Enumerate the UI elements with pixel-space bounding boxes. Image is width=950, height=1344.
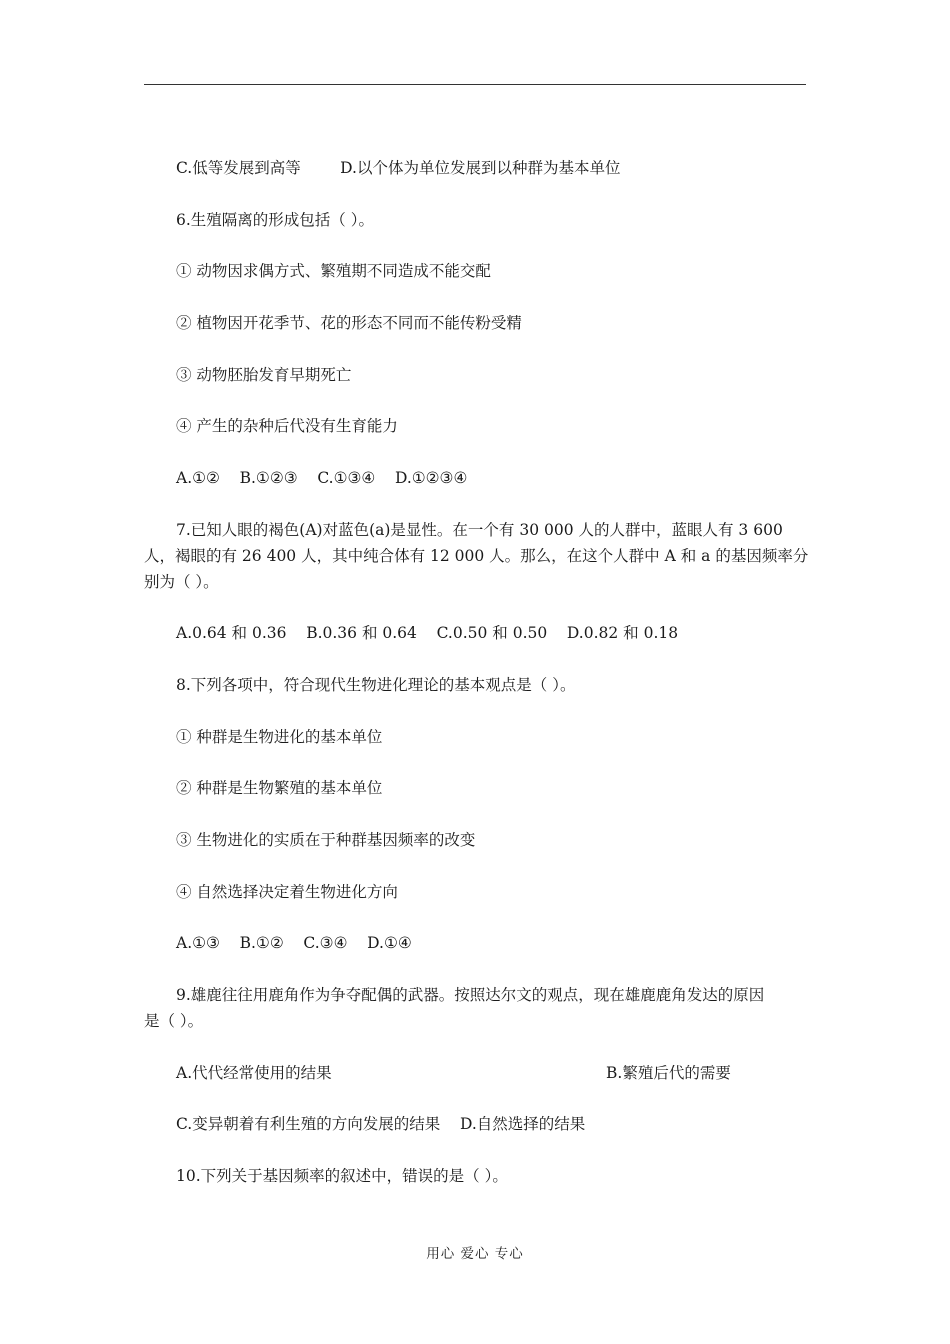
q8-item-2: ② 种群是生物繁殖的基本单位: [176, 779, 383, 797]
q9-stem-line2: 是（ ）。: [144, 1012, 204, 1030]
q6-item-4: ④ 产生的杂种后代没有生育能力: [176, 417, 398, 435]
q9-option-a: A.代代经常使用的结果: [176, 1064, 332, 1082]
header-rule: [144, 84, 806, 85]
q9-option-b: B.繁殖后代的需要: [606, 1064, 731, 1082]
q6-item-3: ③ 动物胚胎发育早期死亡: [176, 366, 352, 384]
page-footer: 用心 爱心 专心: [426, 1246, 524, 1262]
q7-stem-line2: 人，褐眼的有 26 400 人，其中纯合体有 12 000 人。那么，在这个人群中 A 和 a 的基因频率分: [144, 547, 809, 565]
q6-item-2: ② 植物因开花季节、花的形态不同而不能传粉受精: [176, 314, 522, 332]
q7-stem-line1: 7.已知人眼的褐色(A)对蓝色(a)是显性。在一个有 30 000 人的人群中，蓝眼人有 3 600: [176, 521, 783, 539]
q10-stem: 10.下列关于基因频率的叙述中，错误的是（ ）。: [176, 1167, 508, 1185]
q7-options: A.0.64 和 0.36 B.0.36 和 0.64 C.0.50 和 0.50 D.0.82 和 0.18: [176, 624, 679, 642]
q6-item-1: ① 动物因求偶方式、繁殖期不同造成不能交配: [176, 262, 491, 280]
q6-options: A.①② B.①②③ C.①③④ D.①②③④: [176, 469, 468, 487]
q8-item-1: ① 种群是生物进化的基本单位: [176, 728, 383, 746]
q9-options-cd: C.变异朝着有利生殖的方向发展的结果 D.自然选择的结果: [176, 1115, 586, 1133]
q8-item-3: ③ 生物进化的实质在于种群基因频率的改变: [176, 831, 476, 849]
q8-stem: 8.下列各项中，符合现代生物进化理论的基本观点是（ ）。: [176, 676, 576, 694]
q8-options: A.①③ B.①② C.③④ D.①④: [176, 934, 412, 952]
q9-stem-line1: 9.雄鹿往往用鹿角作为争夺配偶的武器。按照达尔文的观点，现在雄鹿鹿角发达的原因: [176, 986, 765, 1004]
q8-item-4: ④ 自然选择决定着生物进化方向: [176, 883, 398, 901]
q6-stem: 6.生殖隔离的形成包括（ ）。: [176, 211, 374, 229]
q5-options-cd: C.低等发展到高等 D.以个体为单位发展到以种群为基本单位: [176, 159, 621, 177]
q7-stem-line3: 别为（ ）。: [144, 573, 219, 591]
